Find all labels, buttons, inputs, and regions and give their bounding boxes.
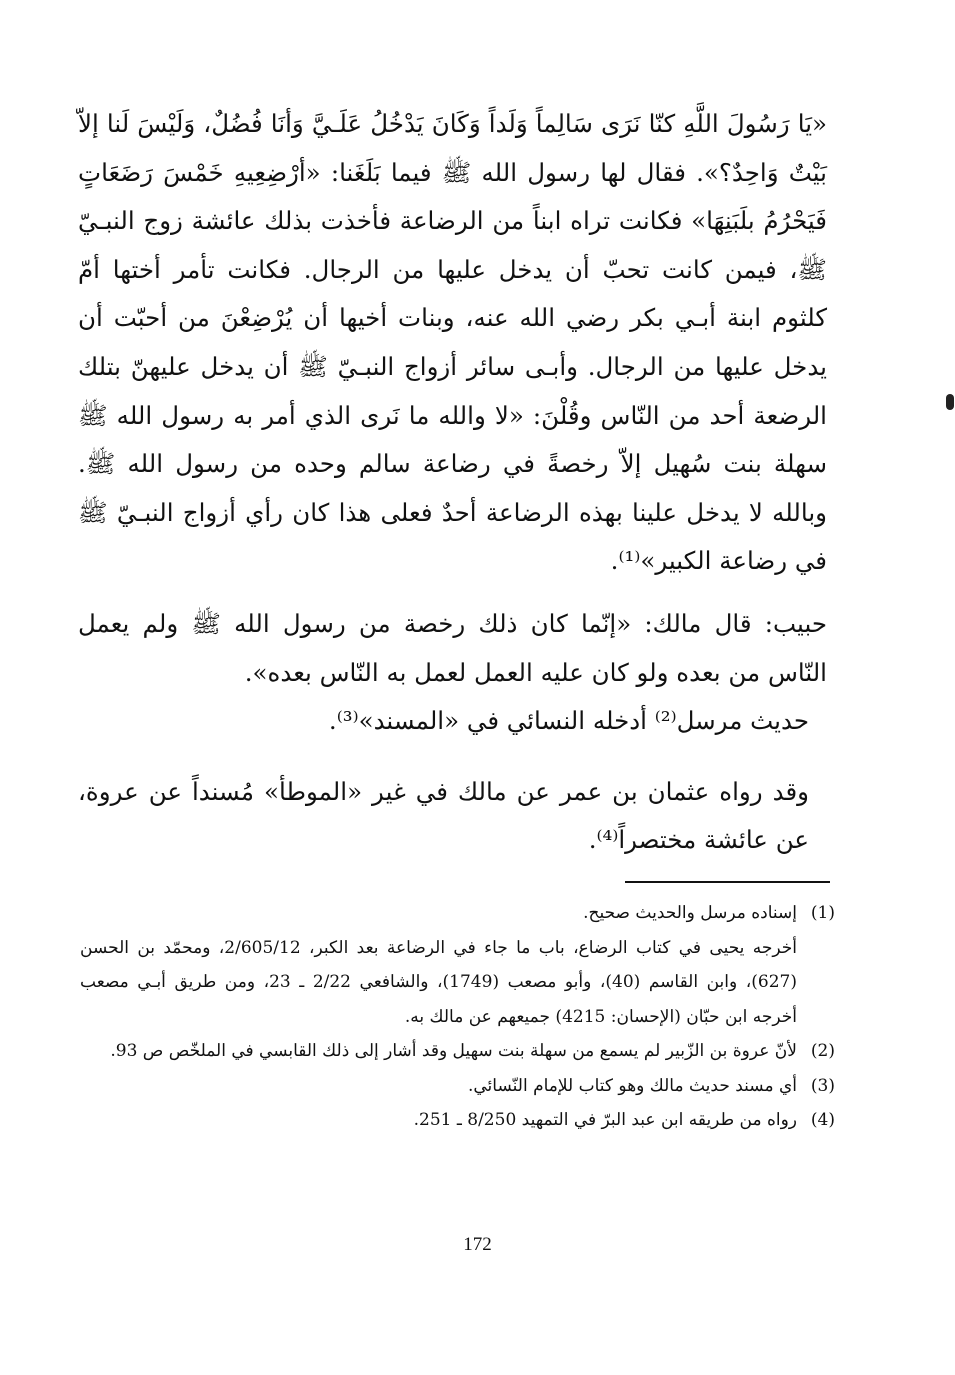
footnote-number: (1) [810,903,835,923]
main-text [78,100,827,865]
footnote-number: (2) [810,1041,835,1061]
page-number: 172 [463,1234,492,1255]
footnote-line: أخرجه يحيى في كتاب الرضاع، باب ما جاء في الرضاعة بعد الكبر، 2/605/12، ومحمّد بن الحسن (627)، وابن القاسم (40)، وأبو مصعب (1749)، والشافعي 2/22 ـ 23، ومن طريق أبـي مصعب أخرجه ابن حبّان (الإحسان: 4215) جميعهم عن مالك به. [80,937,797,1027]
footnote-line: إسناده مرسل والحديث صحيح. [583,903,797,923]
footnote-body [80,1069,797,1104]
footnote-line: أي مسند حديث مالك وهو كتاب للإمام النّسائي. [467,1075,797,1096]
paragraph-mursal: حديث مرسل⁽²⁾ أدخله النسائي في «المسند»⁽³⁾. [328,706,809,736]
footnote-number: (4) [810,1110,835,1130]
footnote-number: (3) [810,1075,835,1096]
footnote-body [80,1034,797,1069]
footnote-line: رواه من طريقه ابن عبد البرّ في التمهيد 8/250 ـ 251. [413,1110,797,1130]
footnotes [80,896,835,1138]
footnote-4 [80,1103,835,1138]
footnote-2 [80,1034,835,1069]
paragraph-uthman-riwaya: وقد رواه عثمان بن عمر عن مالك في غير «الموطأ» مُسنداً عن عروة، عن عائشة مختصراً⁽⁴⁾. [78,776,809,855]
footnote-line: لأنّ عروة بن الزّبير لم يسمع من سهلة بنت سهيل وقد أشار إلى ذلك القابسي في الملخّص ص 93. [110,1041,797,1061]
paragraph-hadith: «يَا رَسُولَ اللَّهِ كنّا نَرَى سَالِماً وَلَداً وَكَانَ يَدْخُلُ عَلَـيَّ وَأنَا فُضُلٌ، وَلَيْسَ لَنا إلاّ بَيْتٌ وَاحِدٌ؟». فقال لها رسول الله ﷺ فيما بَلَغَنا: «أرْضِعِيهِ خَمْسَ رَضَعَاتٍ فَيَحْرُمُ بلَبَنِهَا» فكانت تراه ابناً من الرضاعة فأخذت بذلك عائشة زوج النبـيّ ﷺ، فيمن كانت تحبّ أن يدخل عليها من الرجال. فكانت تأمر أختها أمّ كلثوم ابنة أبـي بكر رضي الله عنه، وبنات أخيها أن يُرْضِعْنَ من أحبّت أن يدخل عليها من الرجال. وأبـى سائر أزواج النبـيّ ﷺ أن يدخل عليهنّ بتلك الرضعة أحد من النّاس وقُلْنَ: «لا والله ما نَرى الذي أمر به رسول الله ﷺ سهلة بنت سُهيل إلاّ رخصةً في رضاعة سالم وحده من رسول الله ﷺ. وبالله لا يدخل علينا بهذه الرضاعة أحدٌ فعلى هذا كان رأي أزواج النبـيّ ﷺ في رضاعة الكبير»⁽¹⁾. [78,109,827,576]
footnote-1 [80,896,835,1034]
footnote-body [80,896,797,1034]
footnote-body [80,1103,797,1138]
scan-margin-mark [946,394,954,410]
paragraph-malik-quote: حبيب: قال مالك: «إنّما كان ذلك رخصة من رسول الله ﷺ ولم يعمل النّاس من بعده ولو كان عليه العمل لعمل به النّاس بعده». [78,608,827,687]
footnote-3 [80,1069,835,1104]
footnote-divider [625,881,830,883]
